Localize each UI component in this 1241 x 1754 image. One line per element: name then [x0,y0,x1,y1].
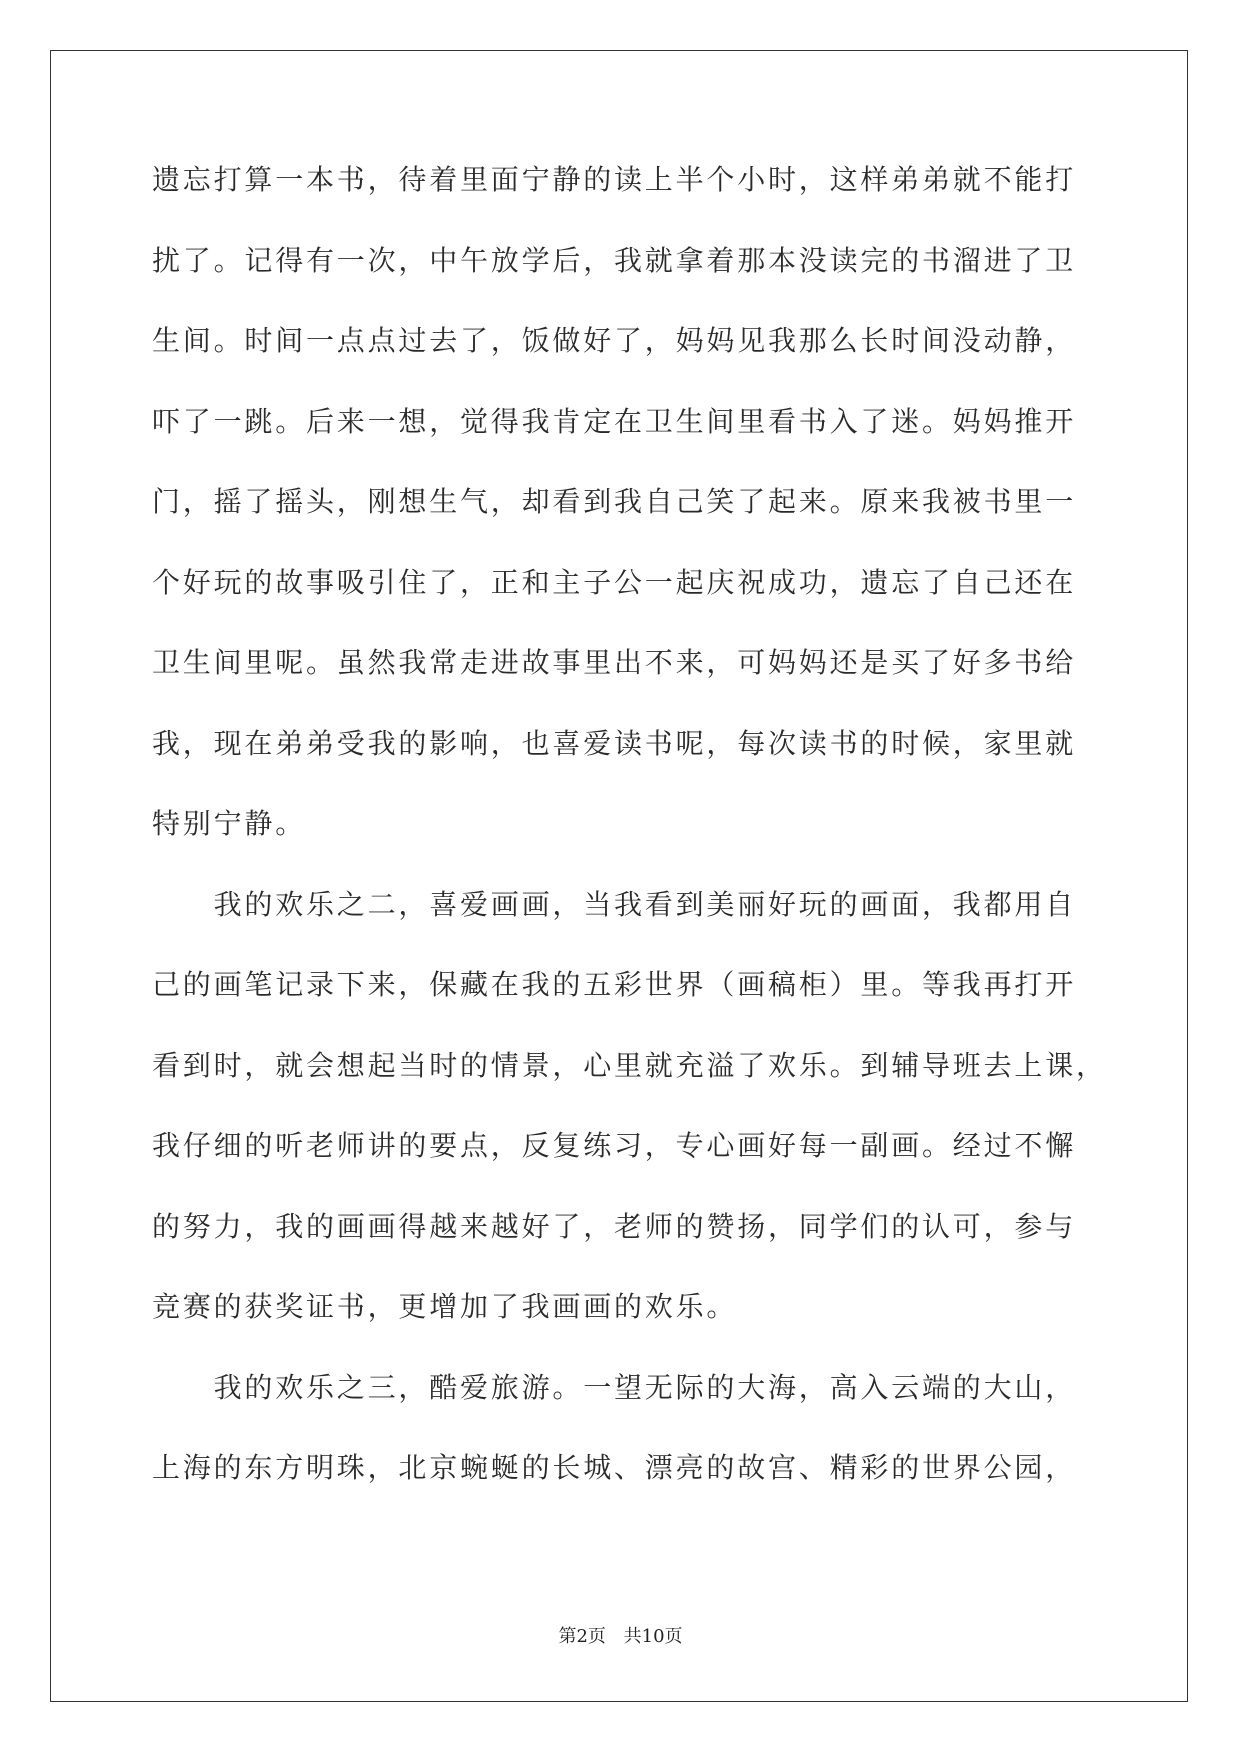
text-line: 特别宁静。 [152,807,307,840]
text-line: 上海的东方明珠，北京蜿蜒的长城、漂亮的故宫、精彩的世界公园， [152,1451,1077,1484]
text-line: 我仔细的听老师讲的要点，反复练习，专心画好每一副画。经过不懈 [152,1129,1077,1162]
text-line: 我，现在弟弟受我的影响，也喜爱读书呢，每次读书的时候，家里就 [152,726,1077,760]
text-line: 生间。时间一点点过去了，饭做好了，妈妈见我那么长时间没动静， [152,324,1077,357]
text-line: 吓了一跳。后来一想，觉得我肯定在卫生间里看书入了迷。妈妈推开 [152,404,1077,438]
text-line: 的努力，我的画画得越来越好了，老师的赞扬，同学们的认可，参与 [152,1209,1077,1243]
text-line: 门，摇了摇头，刚想生气，却看到我自己笑了起来。原来我被书里一 [152,485,1077,518]
page-total: 共10页 [623,1626,683,1647]
text-line: 卫生间里呢。虽然我常走进故事里出不来，可妈妈还是买了好多书给 [152,646,1077,679]
text-line: 个好玩的故事吸引住了，正和主子公一起庆祝成功，遗忘了自己还在 [152,565,1077,599]
page-number: 第2页 [558,1626,606,1647]
text-line: 己的画笔记录下来，保藏在我的五彩世界（画稿柜）里。等我再打开 [152,968,1077,1001]
text-line: 我的欢乐之三，酷爱旅游。一望无际的大海，高入云端的大山， [152,1370,1077,1404]
text-line: 扰了。记得有一次，中午放学后，我就拿着那本没读完的书溜进了卫 [152,243,1077,277]
page-footer [0,1622,1241,1648]
document-body [152,160,1112,1529]
text-line: 竞赛的获奖证书，更增加了我画画的欢乐。 [152,1290,738,1323]
text-line: 看到时，就会想起当时的情景，心里就充溢了欢乐。到辅导班去上课， [152,1048,1107,1082]
text-line: 遗忘打算一本书，待着里面宁静的读上半个小时，这样弟弟就不能打 [152,163,1077,196]
text-line: 我的欢乐之二，喜爱画画，当我看到美丽好玩的画面，我都用自 [152,887,1077,921]
